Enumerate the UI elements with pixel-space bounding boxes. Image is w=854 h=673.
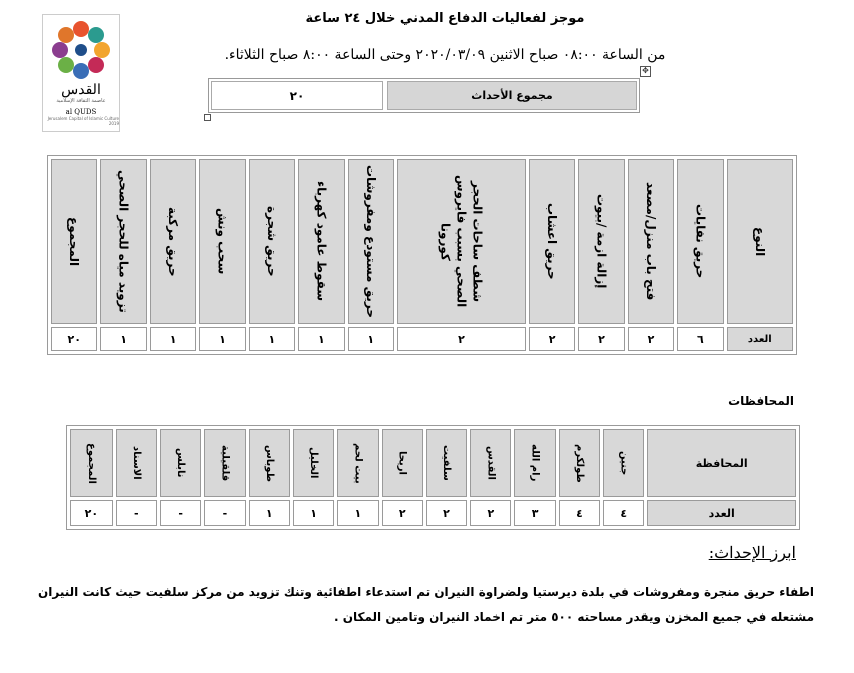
summary-value: ٢٠ [211,81,383,110]
gov-header-row [70,429,796,497]
type-cell: حريق نفايات [677,159,723,324]
count-cell: ٢ [529,327,575,351]
type-cell: حريق مركبة [150,159,196,324]
event-types-table [47,155,797,355]
type-cell: سحب ونش [199,159,245,324]
gov-count-cell: - [160,500,201,526]
summary-label: مجموع الأحداث [387,81,637,110]
gov-header-label: المحافظة [647,429,796,497]
types-count-row [51,327,793,351]
gov-count-row [70,500,796,526]
gov-cell: الخليل [293,429,334,497]
gov-count-cell: - [116,500,157,526]
logo-english-subtitle: Jerusalem Capital of Islamic Culture 2019 [47,116,119,126]
gov-count-cell: ٢ [426,500,467,526]
count-cell: ١ [298,327,344,351]
gov-cell: الاسناد [116,429,157,497]
types-header-row [51,159,793,324]
governorates-heading: المحافظات [728,394,794,408]
type-cell: حريق مستودع ومفروشات [348,159,394,324]
table-move-handle-icon[interactable]: ✥ [640,66,651,77]
count-cell: ١ [249,327,295,351]
gov-count-cell: ١ [249,500,290,526]
type-cell: شطف ساحات الحجر الصحي بسبب فايروس كورونا [397,159,526,324]
type-cell: فتح باب منزل/مصعد [628,159,674,324]
count-cell: ٢ [628,327,674,351]
count-cell: ١ [100,327,146,351]
types-row-label: العدد [727,327,793,351]
gov-count-cell: ٤ [559,500,600,526]
gov-cell: نابلس [160,429,201,497]
count-cell: ٢ [578,327,624,351]
gov-cell: جنين [603,429,644,497]
events-summary-table [208,78,640,113]
logo-english-text: al QUDS [65,108,97,116]
gov-count-cell: ١ [337,500,378,526]
type-cell: حريق اعشاب [529,159,575,324]
type-total-cell: المجموع [51,159,97,324]
highlights-heading: ابرز الإحداث: [708,543,796,562]
report-title: موجز لفعاليات الدفاع المدني خلال ٢٤ ساعة [305,11,585,26]
count-cell: ٢ [397,327,526,351]
logo-arabic-text: القدس [61,82,101,98]
governorates-table [66,425,800,530]
gov-count-cell: ٣ [514,500,555,526]
total-count-cell: ٢٠ [51,327,97,351]
gov-cell: قلقيلية [204,429,245,497]
gov-cell: اريحا [382,429,423,497]
type-cell: حريق شجرة [249,159,295,324]
al-quds-logo [42,14,120,132]
gov-total-count-cell: ٢٠ [70,500,113,526]
gov-count-cell: ٤ [603,500,644,526]
gov-cell: بيت لحم [337,429,378,497]
type-cell: تزويد مياه للحجر الصحي [100,159,146,324]
gov-cell: رام الله [514,429,555,497]
gov-count-cell: ٢ [470,500,511,526]
gov-count-cell: - [204,500,245,526]
gov-cell: طولكرم [559,429,600,497]
count-cell: ١ [150,327,196,351]
count-cell: ١ [199,327,245,351]
types-header-label: النوع [727,159,793,324]
report-period: من الساعة ٠٨:٠٠ صباح الاثنين ٢٠٢٠/٠٣/٠٩ وحتى الساعة ٨:٠٠ صباح الثلاثاء. [224,47,666,63]
count-cell: ١ [348,327,394,351]
gov-total-cell: المجموع [70,429,113,497]
gov-count-cell: ١ [293,500,334,526]
gov-row-label: العدد [647,500,796,526]
gov-cell: القدس [470,429,511,497]
gov-cell: سلفيت [426,429,467,497]
type-cell: إزالة ازمة /بيوت [578,159,624,324]
logo-arabic-subtitle: عاصمة الثقافة الإسلامية [56,98,106,104]
gov-count-cell: ٢ [382,500,423,526]
mosaic-emblem-icon [50,19,112,81]
type-cell: سقوط عامود كهرباء [298,159,344,324]
table-resize-handle[interactable] [204,114,211,121]
highlights-paragraph: اطفاء حريق منجرة ومفروشات في بلدة ديرستيا ولضراوة النيران تم استدعاء اطفائية وتنك تزويد من مركز سلفيت حيث كانت النيران مشتعله في جميع المخزن ويقدر مساحته ٥٠٠ متر تم اخماد النيران وتامين المكان . [38,585,814,624]
count-cell: ٦ [677,327,723,351]
gov-cell: طوباس [249,429,290,497]
